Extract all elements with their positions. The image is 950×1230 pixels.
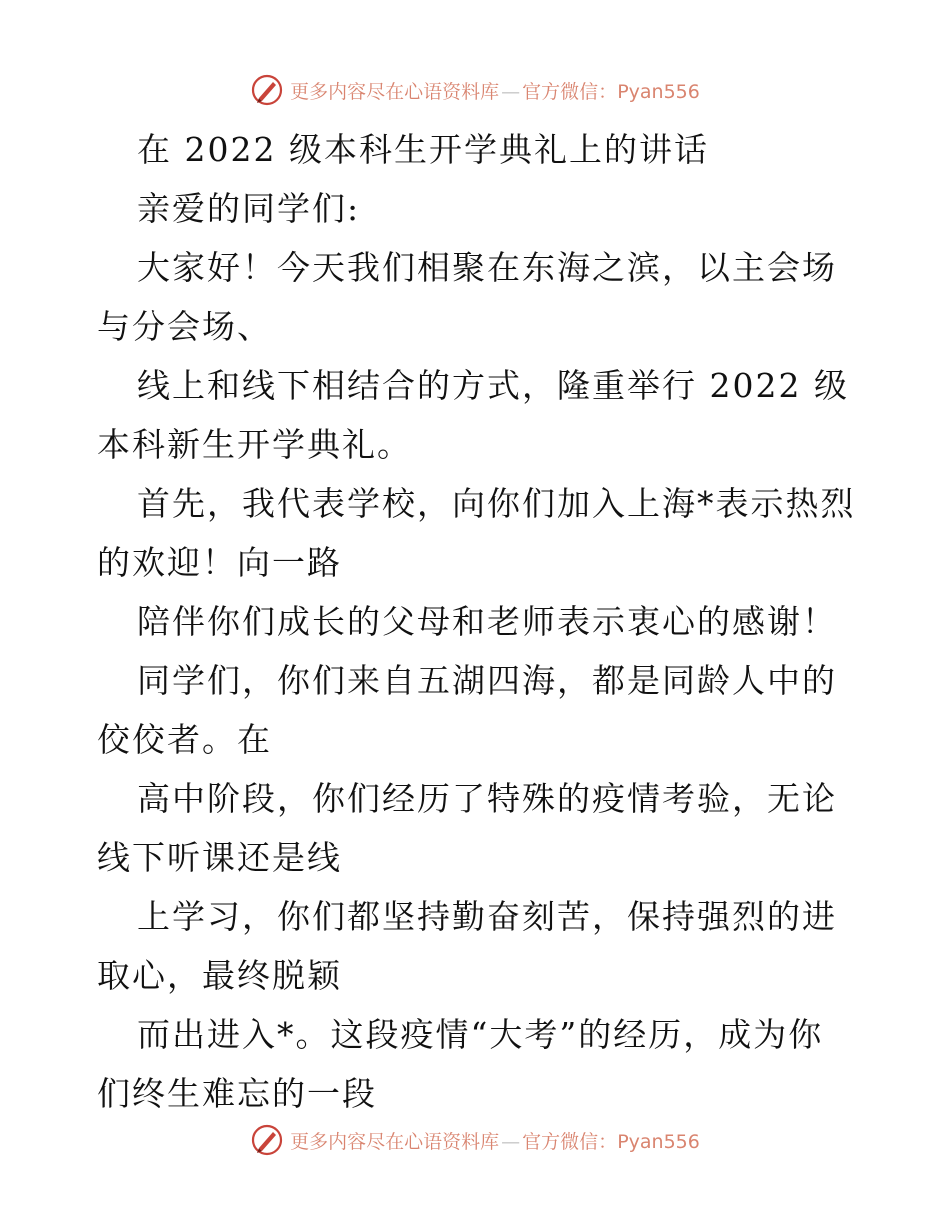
footer-watermark <box>0 1120 950 1160</box>
paragraph: 大家好！今天我们相聚在东海之滨，以主会场与分会场、 <box>97 248 837 346</box>
pen-logo-icon <box>250 73 284 107</box>
pen-logo-icon <box>250 1123 284 1157</box>
speech-title: 在 2022 级本科生开学典礼上的讲话 <box>137 130 709 169</box>
paragraph: 线上和线下相结合的方式，隆重举行 2022 级本科新生开学典礼。 <box>97 366 849 464</box>
header-watermark <box>0 70 950 110</box>
paragraph: 首先，我代表学校，向你们加入上海*表示热烈的欢迎！向一路 <box>97 484 856 582</box>
watermark-wechat-id: Pyan556 <box>617 80 700 103</box>
watermark-separator: — <box>501 80 521 103</box>
paragraph: 而出进入*。这段疫情“大考”的经历，成为你们终生难忘的一段 <box>97 1015 824 1113</box>
watermark-wechat-id: Pyan556 <box>617 1130 700 1153</box>
watermark-wechat-label: 官方微信： <box>522 1130 618 1153</box>
paragraph: 陪伴你们成长的父母和老师表示衷心的感谢！ <box>137 602 837 641</box>
paragraph: 上学习，你们都坚持勤奋刻苦，保持强烈的进取心，最终脱颖 <box>97 897 837 995</box>
watermark-site-name: 更多内容尽在心语资料库 <box>290 80 500 103</box>
watermark-site-name: 更多内容尽在心语资料库 <box>290 1130 500 1153</box>
document-body <box>97 120 857 1123</box>
salutation: 亲爱的同学们: <box>137 189 361 228</box>
paragraph: 高中阶段，你们经历了特殊的疫情考验，无论线下听课还是线 <box>97 779 837 877</box>
watermark-separator: — <box>501 1130 521 1153</box>
watermark-wechat-label: 官方微信： <box>522 80 618 103</box>
paragraph: 同学们，你们来自五湖四海，都是同龄人中的佼佼者。在 <box>97 661 837 759</box>
watermark-text <box>290 1127 700 1154</box>
watermark-text <box>290 77 700 104</box>
